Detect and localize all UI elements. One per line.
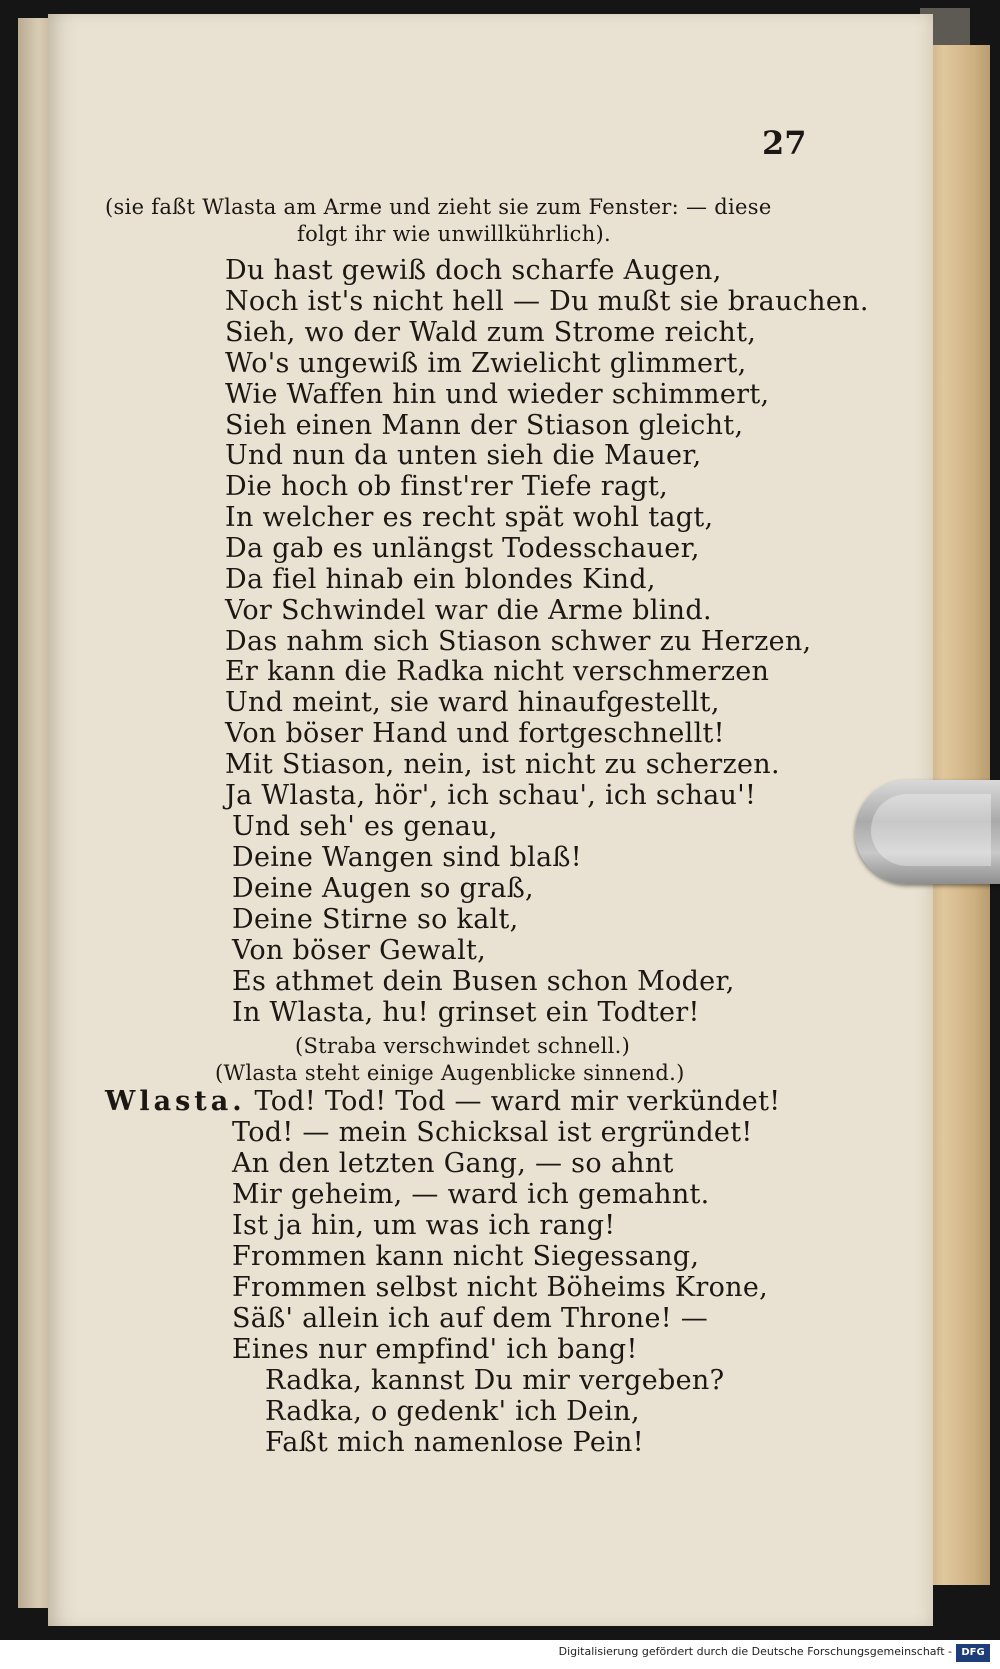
dfg-logo: DFG: [956, 1644, 990, 1662]
verse-line: Von böser Gewalt,: [232, 935, 487, 966]
verse-line: Und seh' es genau,: [232, 811, 498, 842]
verse-line: Deine Wangen sind blaß!: [232, 842, 582, 873]
stage-direction: (Wlasta steht einige Augenblicke sinnend.): [215, 1061, 685, 1085]
verse-line: Von böser Hand und fortgeschnellt!: [225, 718, 725, 749]
funding-credit: Digitalisierung gefördert durch die Deutsche Forschungsgemeinschaft -: [558, 1645, 952, 1658]
verse-line: Es athmet dein Busen schon Moder,: [232, 966, 735, 997]
bookmark-clip: [855, 780, 1000, 884]
verse-line: Frommen kann nicht Siegessang,: [232, 1241, 700, 1272]
verse-line: Deine Stirne so kalt,: [232, 904, 519, 935]
verse-line: Noch ist's nicht hell — Du mußt sie brauchen.: [225, 286, 869, 317]
verse-line: Deine Augen so graß,: [232, 873, 534, 904]
verse-line: Er kann die Radka nicht verschmerzen: [225, 656, 770, 687]
page-number: 27: [762, 124, 807, 162]
speaker-name: Wlasta.: [105, 1086, 246, 1117]
verse-line: Ja Wlasta, hör', ich schau', ich schau'!: [225, 780, 757, 811]
verse-line-text: Tod! Tod! Tod — ward mir verkündet!: [254, 1086, 781, 1117]
verse-line: Du hast gewiß doch scharfe Augen,: [225, 255, 722, 286]
verse-line: Da gab es unlängst Todesschauer,: [225, 533, 700, 564]
verse-line: Radka, kannst Du mir vergeben?: [265, 1365, 725, 1396]
verse-line: Wie Waffen hin und wieder schimmert,: [225, 379, 770, 410]
verse-line: Und nun da unten sieh die Mauer,: [225, 440, 702, 471]
verse-line: Und meint, sie ward hinaufgestellt,: [225, 687, 720, 718]
verse-line: Sieh einen Mann der Stiason gleicht,: [225, 410, 744, 441]
verse-line: Wo's ungewiß im Zwielicht glimmert,: [225, 348, 747, 379]
verse-line: In Wlasta, hu! grinset ein Todter!: [232, 997, 700, 1028]
verse-line: Radka, o gedenk' ich Dein,: [265, 1396, 640, 1427]
footer-bar: [0, 1640, 1000, 1669]
verse-line: In welcher es recht spät wohl tagt,: [225, 502, 714, 533]
verse-line: Faßt mich namenlose Pein!: [265, 1427, 644, 1458]
verse-line: Frommen selbst nicht Böheims Krone,: [232, 1272, 768, 1303]
verse-line: Tod! — mein Schicksal ist ergründet!: [232, 1117, 753, 1148]
stage-direction: (Straba verschwindet schnell.): [295, 1034, 631, 1058]
verse-line: Mir geheim, — ward ich gemahnt.: [232, 1179, 710, 1210]
verse-line: Mit Stiason, nein, ist nicht zu scherzen.: [225, 749, 780, 780]
verse-line: Säß' allein ich auf dem Throne! —: [232, 1303, 709, 1334]
verse-line: Die hoch ob finst'rer Tiefe ragt,: [225, 471, 669, 502]
stage-direction-line: (sie faßt Wlasta am Arme und zieht sie zum Fenster: — diese: [105, 195, 772, 219]
verse-line: Da fiel hinab ein blondes Kind,: [225, 564, 656, 595]
speech-first-line: [105, 1087, 780, 1117]
verse-line: Ist ja hin, um was ich rang!: [232, 1210, 616, 1241]
verse-line: An den letzten Gang, — so ahnt: [232, 1148, 674, 1179]
left-page-edge: [18, 18, 52, 1608]
verse-line: Das nahm sich Stiason schwer zu Herzen,: [225, 626, 812, 657]
verse-line: Eines nur empfind' ich bang!: [232, 1334, 638, 1365]
verse-line: Vor Schwindel war die Arme blind.: [225, 595, 712, 626]
verse-line: Sieh, wo der Wald zum Strome reicht,: [225, 317, 757, 348]
stage-direction-line: folgt ihr wie unwillkührlich).: [297, 222, 612, 246]
